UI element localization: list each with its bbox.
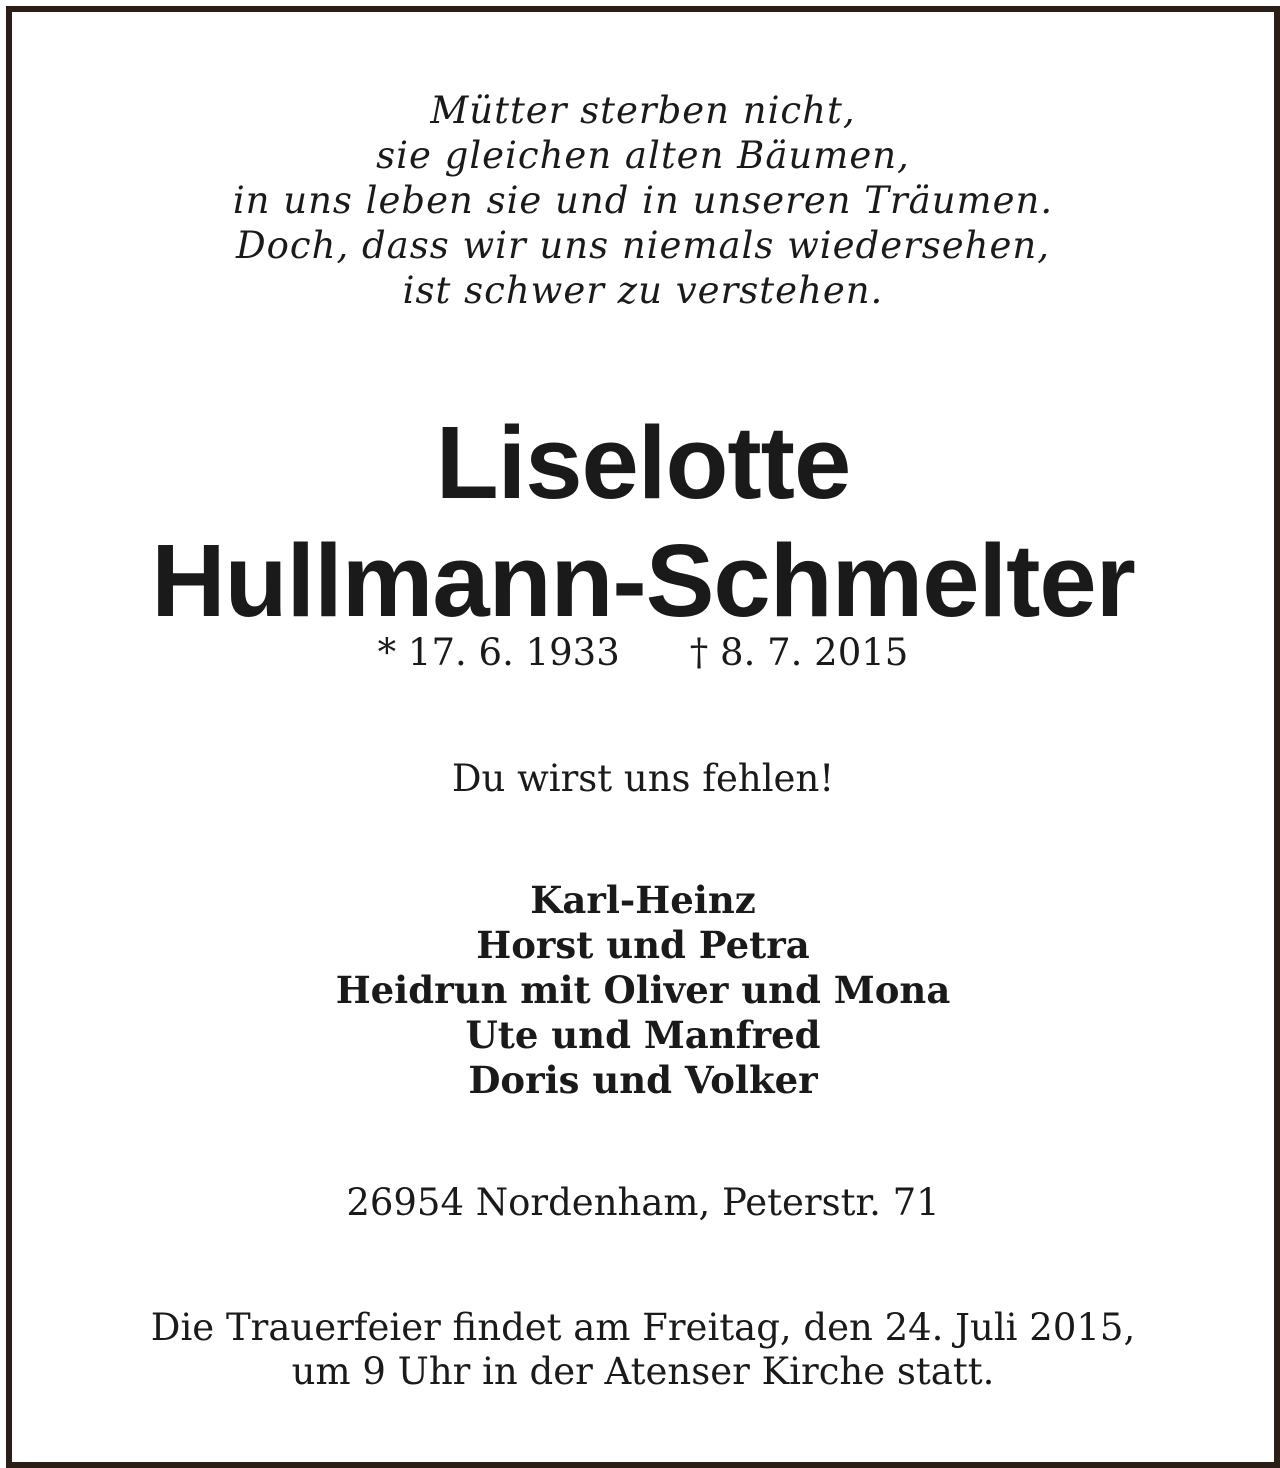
family-member: Ute und Manfred: [465, 1013, 821, 1057]
poem-line: in uns leben sie und in unseren Träumen.: [232, 179, 1054, 222]
poem-line: ist schwer zu verstehen.: [402, 269, 884, 312]
family-member: Heidrun mit Oliver und Mona: [335, 968, 951, 1012]
family-address: 26954 Nordenham, Peterstr. 71: [346, 1181, 940, 1224]
birth-date: * 17. 6. 1933: [377, 631, 620, 674]
death-date: † 8. 7. 2015: [689, 631, 909, 674]
farewell-message: Du wirst uns fehlen!: [451, 757, 835, 800]
deceased-last-name: Hullmann-Schmelter: [151, 523, 1135, 638]
family-list: [12, 878, 1274, 1103]
deceased-name: [12, 404, 1274, 640]
service-line: um 9 Uhr in der Atenser Kirche statt.: [291, 1350, 995, 1393]
memorial-poem: [12, 88, 1274, 313]
service-line: Die Trauerfeier findet am Freitag, den 24. Juli 2015,: [150, 1306, 1136, 1349]
poem-line: Mütter sterben nicht,: [430, 89, 856, 132]
family-member: Doris und Volker: [468, 1058, 818, 1102]
deceased-first-name: Liselotte: [435, 405, 851, 520]
poem-line: Doch, dass wir uns niemals wiedersehen,: [235, 224, 1050, 267]
poem-line: sie gleichen alten Bäumen,: [376, 134, 910, 177]
family-member: Horst und Petra: [476, 923, 810, 967]
obituary-notice: [6, 6, 1280, 1468]
family-member: Karl-Heinz: [530, 878, 756, 922]
funeral-service-info: [12, 1306, 1274, 1394]
life-dates: [12, 628, 1274, 678]
